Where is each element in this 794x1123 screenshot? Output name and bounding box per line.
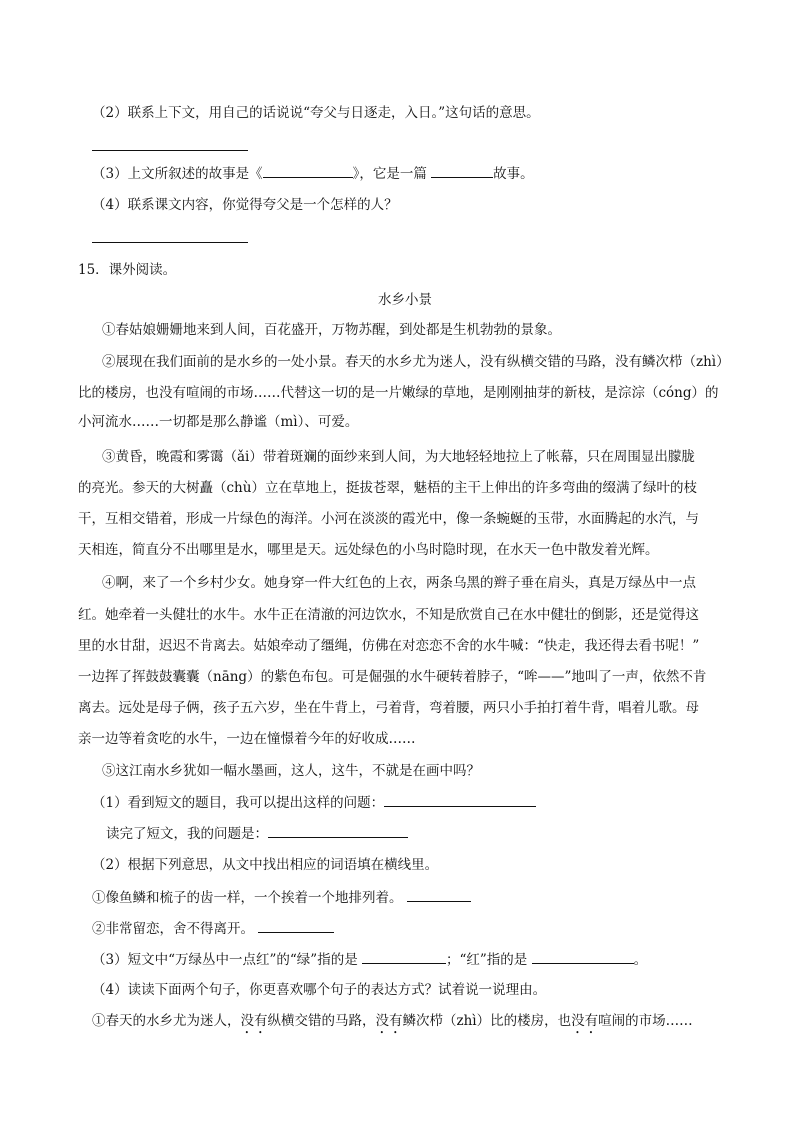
sq1-prompt-b xyxy=(106,823,408,844)
q15-label: 15．课外阅读。 xyxy=(78,262,177,278)
sentence-1 xyxy=(92,1011,693,1037)
paragraph-3-line: 天相连，简直分不出哪里是水，哪里是天。远处绿色的小鸟时隐时现，在水天一色中散发着光辉。 xyxy=(78,542,659,558)
paragraph-4-line: 红。她牵着一头健壮的水牛。水牛正在清澈的河边饮水，不知是欣赏自己在水中健壮的倒影，还是觉得这 xyxy=(78,607,699,623)
paragraph-2-line: 小河流水……一切都是那么静谧（mì）、可爱。 xyxy=(78,414,359,430)
q3-text-1: （3）上文所叙述的故事是《 xyxy=(92,166,263,182)
sq2-item-1 xyxy=(92,887,471,908)
paragraph-4-line: 里的水甘甜，迟迟不肯离去。姑娘牵动了缰绳，仿佛在对恋恋不舍的水牛喊：“快走，我还得去看书呢！” xyxy=(78,638,700,654)
sq2-prompt: （2）根据下列意思，从文中找出相应的词语填在横线里。 xyxy=(92,857,439,873)
q4-prompt: （4）联系课文内容，你觉得夸父是一个怎样的人？ xyxy=(92,197,398,213)
q2-answer-line[interactable] xyxy=(92,150,248,151)
sentence-1-part: 纵横交错的马路， xyxy=(267,1013,376,1029)
sentence-1-part: ①春天的水乡尤为迷人， xyxy=(92,1013,241,1029)
paragraph-4-line: 亲一边等着贪吃的水牛，一边在憧憬着今年的好收成…… xyxy=(78,731,416,747)
sq2-item-2 xyxy=(92,918,334,939)
q2-prompt: （2）联系上下文，用自己的话说说“夸父与日逐走，入日。”这句话的意思。 xyxy=(92,105,540,121)
paragraph-3-line: 干，互相交错着，形成一片绿色的海洋。小河在淡淡的霞光中，像一条蜿蜒的玉带，水面腾起的水汽，与 xyxy=(78,511,699,527)
emphasized-word: 没有 xyxy=(571,1013,599,1029)
q3-title-blank[interactable] xyxy=(263,163,353,178)
sq1-prompt-a xyxy=(92,792,536,813)
sq1-answer-blank[interactable] xyxy=(268,823,408,838)
sq2-2-text: ②非常留恋，舍不得离开。 xyxy=(92,921,259,937)
q3-genre-blank[interactable] xyxy=(431,163,493,178)
sentence-1-part: 鳞次栉（zhì）比的楼房，也 xyxy=(402,1013,572,1029)
emphasized-word: 没有 xyxy=(375,1013,403,1029)
paragraph-4-line: 一边挥了挥鼓鼓囊囊（nāng）的紫色布包。可是倔强的水牛硬转着脖子，“哞——”地叫了一声，依然不肯 xyxy=(78,669,707,685)
sq3-text-c: 。 xyxy=(633,952,648,968)
sq1-question-blank[interactable] xyxy=(384,792,536,807)
q3-text-3: 故事。 xyxy=(493,166,534,182)
q3-prompt xyxy=(92,163,534,184)
sq3-green-blank[interactable] xyxy=(362,949,446,964)
sq2-1-blank[interactable] xyxy=(407,887,471,902)
paragraph-2-line: 比的楼房，也没有喧闹的市场……代替这一切的是一片嫩绿的草地，是刚刚抽芽的新枝，是淙淙（cóng）的 xyxy=(78,385,719,401)
paragraph-1: ①春姑娘姗姗地来到人间，百花盛开，万物苏醒，到处都是生机勃勃的景象。 xyxy=(102,322,561,338)
sq3-text-a: （3）短文中“万绿丛中一点红”的“绿”指的是 xyxy=(92,952,362,968)
sq4-prompt: （4）读读下面两个句子，你更喜欢哪个句子的表达方式？试着说一说理由。 xyxy=(92,982,547,998)
emphasized-word: 没有 xyxy=(240,1013,268,1029)
sentence-1-part: 喧闹的市场…… xyxy=(598,1013,693,1029)
sq3-prompt xyxy=(92,949,647,970)
sq3-text-b: ；“红”指的是 xyxy=(446,952,532,968)
paragraph-3-line: 的亮光。参天的大树矗（chù）立在草地上，挺拔苍翠，魅梧的主干上伸出的许多弯曲的缀满了绿叶的枝 xyxy=(78,480,697,496)
sq2-1-text: ①像鱼鳞和梳子的齿一样，一个挨着一个地排列着。 xyxy=(92,890,407,906)
paragraph-5: ⑤这江南水乡犹如一幅水墨画，这人，这牛，不就是在画中吗？ xyxy=(102,763,480,779)
paragraph-4-line: ④啊，来了一个乡村少女。她身穿一件大红色的上衣，两条乌黑的辫子垂在肩头，真是万绿丛中一点 xyxy=(102,575,696,591)
q3-text-2: 》，它是一篇 xyxy=(352,166,432,182)
sq2-2-blank[interactable] xyxy=(258,918,334,933)
sq1-text-b: 读完了短文，我的问题是： xyxy=(106,826,268,842)
sq3-red-blank[interactable] xyxy=(532,949,634,964)
sq1-text-a: （1）看到短文的题目，我可以提出这样的问题： xyxy=(92,795,385,811)
paragraph-4-line: 离去。远处是母子俩，孩子五六岁，坐在牛背上，弓着背，弯着腰，两只小手拍打着牛背，唱着儿歌。母 xyxy=(78,700,699,716)
paragraph-2-line: ②展现在我们面前的是水乡的一处小景。春天的水乡尤为迷人，没有纵横交错的马路，没有鳞次栉（zhì） xyxy=(102,354,730,370)
paragraph-3-line: ③黄昏，晚霞和雾霭（ǎi）带着斑斓的面纱来到人间，为大地轻轻地拉上了帐幕，只在周围显出朦胧 xyxy=(102,449,695,465)
q4-answer-line[interactable] xyxy=(92,242,248,243)
story-title: 水乡小景 xyxy=(378,292,432,308)
